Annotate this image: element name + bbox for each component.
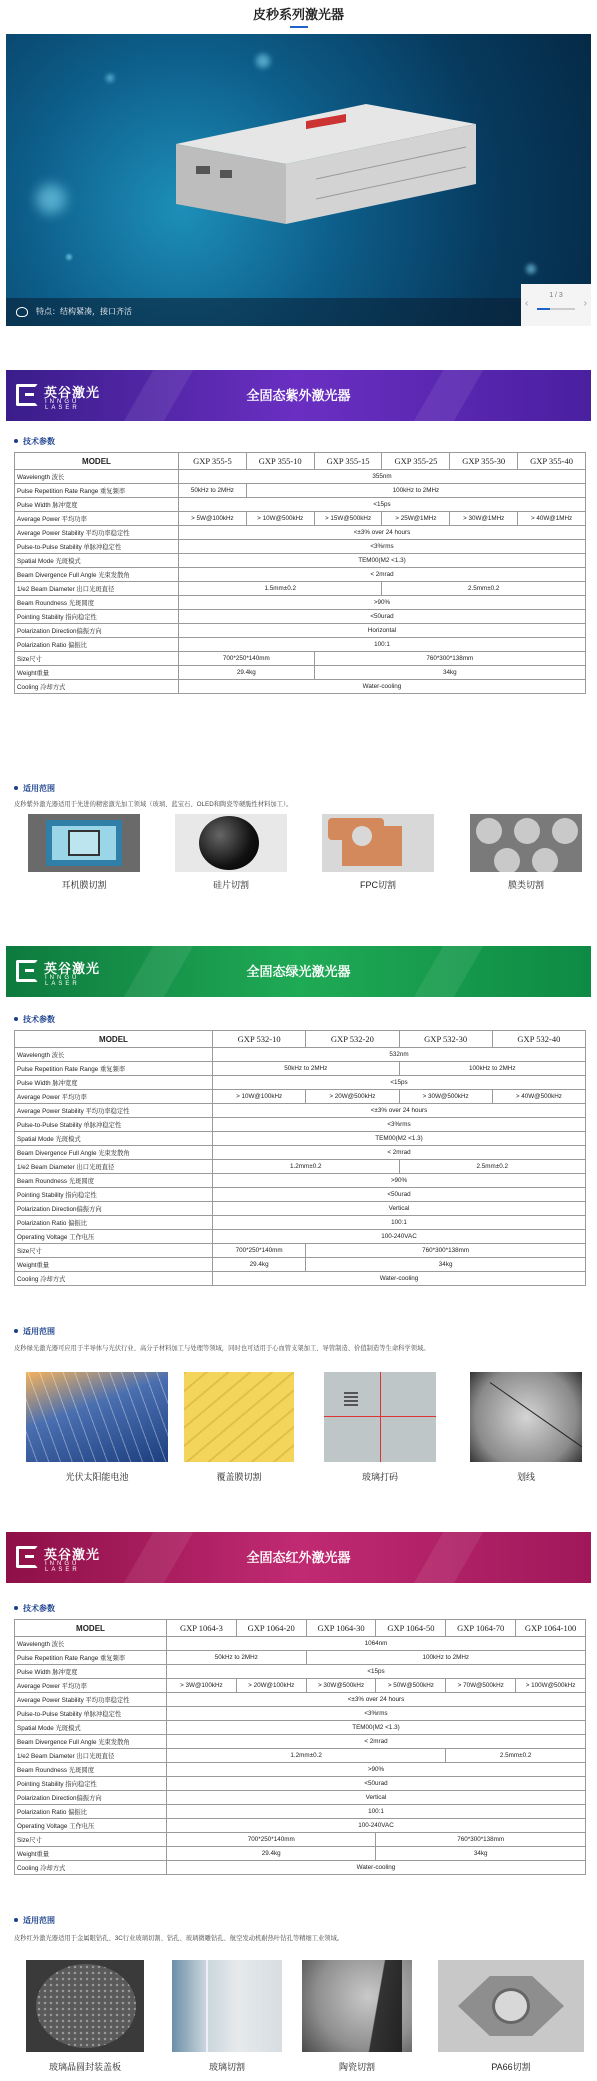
table-row: [15, 1104, 586, 1118]
spec-value: > 30W@500kHz: [306, 1679, 376, 1693]
table-row: [15, 1861, 586, 1875]
table-row: [15, 526, 586, 540]
spec-value: 50kHz to 2MHz: [179, 484, 247, 498]
model-name: GXP 355-15: [314, 453, 382, 470]
table-row: [15, 498, 586, 512]
table-row: [15, 1651, 586, 1665]
table-row: [15, 1721, 586, 1735]
app-image-ceramic-cutting: [302, 1960, 412, 2052]
spec-value: 100:1: [179, 638, 586, 652]
spec-label: 1/e2 Beam Diameter 出口光斑直径: [15, 1160, 213, 1174]
table-row: [15, 470, 586, 484]
table-row: [15, 1146, 586, 1160]
green-app-heading: 适用范围: [14, 1326, 55, 1337]
spec-label: Average Power Stability 平均功率稳定性: [15, 1104, 213, 1118]
spec-label: Operating Voltage 工作电压: [15, 1819, 167, 1833]
table-row: [15, 1833, 586, 1847]
spec-label: Pulse-to-Pulse Stability 单脉冲稳定性: [15, 1707, 167, 1721]
hero-caption: [6, 298, 591, 326]
spec-value: < 2mrad: [213, 1146, 586, 1160]
spec-value: 1.2mm±0.2: [213, 1160, 400, 1174]
table-row: [15, 1679, 586, 1693]
spec-label: Weight重量: [15, 666, 179, 680]
ir-title: 全固态红外激光器: [246, 1550, 351, 1565]
spec-label: 1/e2 Beam Diameter 出口光斑直径: [15, 1749, 167, 1763]
app-image-earphone: [28, 814, 140, 872]
table-row: [15, 1763, 586, 1777]
spec-value: Vertical: [167, 1791, 586, 1805]
spec-value: <15ps: [179, 498, 586, 512]
spec-label: Cooling 冷却方式: [15, 1272, 213, 1286]
table-row: [15, 582, 586, 596]
spec-value: > 10W@500kHz: [246, 512, 314, 526]
spec-value: 50kHz to 2MHz: [213, 1062, 400, 1076]
app-image-glass-wafer: [26, 1960, 144, 2052]
table-row: [15, 1090, 586, 1104]
table-row: [15, 1062, 586, 1076]
spec-value: 700*250*140mm: [167, 1833, 376, 1847]
app-image-film: [470, 814, 582, 872]
spec-label: Polarization Direction偏振方向: [15, 1202, 213, 1216]
model-name: GXP 532-20: [306, 1031, 399, 1048]
model-name: GXP 1064-100: [516, 1620, 586, 1637]
spec-label: Beam Roundness 光斑圆度: [15, 596, 179, 610]
spec-label: Pointing Stability 指向稳定性: [15, 610, 179, 624]
ir-app-heading: 适用范围: [14, 1915, 55, 1926]
spec-value: >90%: [213, 1174, 586, 1188]
spec-value: <3%rms: [179, 540, 586, 554]
spec-label: Pulse Repetition Rate Range 重复频率: [15, 1062, 213, 1076]
model-name: GXP 355-5: [179, 453, 247, 470]
ir-section: [0, 1532, 597, 2081]
table-row: [15, 1749, 586, 1763]
spec-value: 100kHz to 2MHz: [306, 1651, 585, 1665]
app-caption: 硅片切割: [212, 880, 249, 890]
spec-value: > 30W@1MHz: [450, 512, 518, 526]
app-caption: 玻璃打码: [361, 1472, 398, 1482]
spec-value: > 40W@1MHz: [518, 512, 586, 526]
table-row: [15, 610, 586, 624]
table-header-row: [15, 1031, 586, 1048]
model-name: GXP 532-10: [213, 1031, 306, 1048]
ir-app-description: 皮秒红外激光器适用于金属眼钻孔、3C行业玻璃切割、钻孔、玻璃微雕钻孔、航空发动机耐热叶钻孔等精细工业领域。: [14, 1935, 344, 1942]
table-row: [15, 1791, 586, 1805]
app-image-fpc: [322, 814, 434, 872]
company-logo: 英谷激光 INNGU LASER: [16, 958, 116, 986]
table-row: [15, 1188, 586, 1202]
model-header: MODEL: [15, 453, 179, 470]
spec-label: Pointing Stability 指向稳定性: [15, 1777, 167, 1791]
spec-value: 50kHz to 2MHz: [167, 1651, 307, 1665]
spec-value: 100-240VAC: [167, 1819, 586, 1833]
spec-value: <50urad: [167, 1777, 586, 1791]
app-image-scribing: [470, 1372, 582, 1462]
green-spec-table: [14, 1030, 586, 1286]
spec-label: Pointing Stability 指向稳定性: [15, 1188, 213, 1202]
spec-label: Size尺寸: [15, 652, 179, 666]
table-row: [15, 484, 586, 498]
spec-label: Cooling 冷却方式: [15, 680, 179, 694]
spec-value: 100:1: [167, 1805, 586, 1819]
spec-label: Wavelength 波长: [15, 470, 179, 484]
app-image-wafer: [175, 814, 287, 872]
app-image-glass-cutting: [172, 1960, 282, 2052]
spec-value: >90%: [167, 1763, 586, 1777]
spec-value: Water-cooling: [167, 1861, 586, 1875]
laser-product-image: [176, 104, 476, 224]
app-caption: 陶瓷切割: [338, 2062, 375, 2072]
table-row: [15, 1272, 586, 1286]
spec-value: > 50W@500kHz: [376, 1679, 446, 1693]
table-row: [15, 1244, 586, 1258]
spec-label: Beam Roundness 光斑圆度: [15, 1763, 167, 1777]
model-name: GXP 532-40: [492, 1031, 585, 1048]
table-row: [15, 540, 586, 554]
app-image-solar: [26, 1372, 168, 1462]
spec-label: Operating Voltage 工作电压: [15, 1230, 213, 1244]
spec-label: Pulse-to-Pulse Stability 单脉冲稳定性: [15, 1118, 213, 1132]
table-row: [15, 596, 586, 610]
uv-banner: [6, 370, 591, 421]
chevron-right-icon[interactable]: ›: [583, 298, 587, 309]
table-row: [15, 568, 586, 582]
spec-value: > 100W@500kHz: [516, 1679, 586, 1693]
spec-value: <±3% over 24 hours: [213, 1104, 586, 1118]
spec-value: 532nm: [213, 1048, 586, 1062]
table-row: [15, 638, 586, 652]
spec-value: 100:1: [213, 1216, 586, 1230]
spec-value: 100kHz to 2MHz: [246, 484, 585, 498]
chevron-left-icon[interactable]: ‹: [525, 298, 529, 309]
spec-label: Spatial Mode 光斑模式: [15, 554, 179, 568]
spec-label: Wavelength 波长: [15, 1637, 167, 1651]
spec-value: > 15W@500kHz: [314, 512, 382, 526]
spec-value: TEM00(M2 <1.3): [179, 554, 586, 568]
green-banner: [6, 946, 591, 997]
app-caption: PA66切割: [491, 2062, 531, 2072]
spec-label: Polarization Direction偏振方向: [15, 624, 179, 638]
spec-value: <15ps: [167, 1665, 586, 1679]
spec-label: Average Power 平均功率: [15, 1679, 167, 1693]
spec-label: Pulse Width 脉冲宽度: [15, 1665, 167, 1679]
green-app-description: 皮秒绿光激光器可应用于半导体与光伏行业、高分子材料加工与处理等领域，同时也可适用于心血管支架加工、导管制造、价值制造等生命科学领域。: [14, 1345, 430, 1352]
spec-value: > 25W@1MHz: [382, 512, 450, 526]
spec-label: Cooling 冷却方式: [15, 1861, 167, 1875]
spec-label: Beam Roundness 光斑圆度: [15, 1174, 213, 1188]
model-name: GXP 355-10: [246, 453, 314, 470]
table-row: [15, 624, 586, 638]
company-logo: 英谷激光 INNGU LASER: [16, 1544, 116, 1572]
ir-spec-heading: 技术参数: [14, 1603, 55, 1614]
table-row: [15, 1847, 586, 1861]
table-row: [15, 1707, 586, 1721]
spec-value: Water-cooling: [179, 680, 586, 694]
spec-value: 100-240VAC: [213, 1230, 586, 1244]
table-row: [15, 666, 586, 680]
spec-label: Pulse Repetition Rate Range 重复频率: [15, 484, 179, 498]
green-section: [0, 946, 597, 1482]
spec-value: <50urad: [179, 610, 586, 624]
spec-value: 34kg: [314, 666, 585, 680]
green-title: 全固态绿光激光器: [246, 964, 351, 979]
spec-value: < 2mrad: [179, 568, 586, 582]
spec-value: <50urad: [213, 1188, 586, 1202]
company-logo: 英谷激光 INNGU LASER: [16, 382, 116, 410]
model-name: GXP 1064-70: [446, 1620, 516, 1637]
app-caption: 划线: [516, 1472, 535, 1482]
spec-label: Polarization Ratio 偏振比: [15, 1216, 213, 1230]
spec-value: 760*300*138mm: [314, 652, 585, 666]
table-row: [15, 1160, 586, 1174]
model-name: GXP 355-40: [518, 453, 586, 470]
spec-value: > 3W@100kHz: [167, 1679, 237, 1693]
page-title: 皮秒系列激光器: [0, 0, 597, 34]
uv-section: [0, 370, 597, 900]
spec-value: >90%: [179, 596, 586, 610]
ir-spec-table: [14, 1619, 586, 1875]
table-row: [15, 652, 586, 666]
model-name: GXP 1064-3: [167, 1620, 237, 1637]
spec-label: Beam Divergence Full Angle 光束发散角: [15, 568, 179, 582]
spec-label: Spatial Mode 光斑模式: [15, 1721, 167, 1735]
spec-label: Average Power 平均功率: [15, 512, 179, 526]
green-spec-heading: 技术参数: [14, 1014, 55, 1025]
spec-value: 29.4kg: [213, 1258, 306, 1272]
spec-value: > 20W@500kHz: [306, 1090, 399, 1104]
model-name: GXP 355-25: [382, 453, 450, 470]
spec-label: Wavelength 波长: [15, 1048, 213, 1062]
table-row: [15, 1118, 586, 1132]
table-row: [15, 1216, 586, 1230]
pager-count: 1 / 3: [549, 292, 563, 299]
spec-value: 700*250*140mm: [213, 1244, 306, 1258]
uv-spec-heading: 技术参数: [14, 436, 55, 447]
table-row: [15, 1258, 586, 1272]
spec-value: 2.5mm±0.2: [382, 582, 585, 596]
spec-value: TEM00(M2 <1.3): [167, 1721, 586, 1735]
model-name: GXP 1064-20: [236, 1620, 306, 1637]
table-row: [15, 512, 586, 526]
spec-value: > 20W@100kHz: [236, 1679, 306, 1693]
spec-label: Size尺寸: [15, 1833, 167, 1847]
table-row: [15, 1637, 586, 1651]
table-row: [15, 1777, 586, 1791]
table-header-row: [15, 453, 586, 470]
spec-value: > 5W@100kHz: [179, 512, 247, 526]
app-caption: 玻璃切割: [208, 2062, 245, 2072]
hero-banner[interactable]: [6, 34, 591, 326]
spec-value: 355nm: [179, 470, 586, 484]
table-row: [15, 1132, 586, 1146]
table-row: [15, 554, 586, 568]
table-row: [15, 1735, 586, 1749]
spec-value: 34kg: [376, 1847, 585, 1861]
spec-label: Size尺寸: [15, 1244, 213, 1258]
hero-pager: [521, 284, 591, 326]
spec-label: Weight重量: [15, 1847, 167, 1861]
table-row: [15, 1805, 586, 1819]
app-image-glass-marking: [324, 1372, 436, 1462]
uv-app-heading: 适用范围: [14, 783, 55, 794]
spec-value: > 10W@100kHz: [213, 1090, 306, 1104]
spec-label: Pulse-to-Pulse Stability 单脉冲稳定性: [15, 540, 179, 554]
table-header-row: [15, 1620, 586, 1637]
ir-banner: [6, 1532, 591, 1583]
table-row: [15, 1048, 586, 1062]
spec-label: Pulse Repetition Rate Range 重复频率: [15, 1651, 167, 1665]
table-row: [15, 1819, 586, 1833]
app-caption: 耳机膜切割: [61, 880, 107, 890]
model-name: GXP 355-30: [450, 453, 518, 470]
app-image-pa66-cutting: [438, 1960, 584, 2052]
model-header: MODEL: [15, 1031, 213, 1048]
chat-icon: [16, 307, 28, 317]
spec-value: Water-cooling: [213, 1272, 586, 1286]
table-row: [15, 1174, 586, 1188]
uv-app-description: 皮秒紫外激光器适用于先进的精密激光加工领域（玻璃、蓝宝石、OLED和陶瓷等硬脆性材料加工）。: [14, 801, 293, 808]
spec-value: 1064nm: [167, 1637, 586, 1651]
spec-label: Polarization Ratio 偏振比: [15, 1805, 167, 1819]
table-row: [15, 680, 586, 694]
spec-label: Spatial Mode 光斑模式: [15, 1132, 213, 1146]
spec-label: Polarization Ratio 偏振比: [15, 638, 179, 652]
app-caption: 膜类切割: [507, 880, 544, 890]
spec-value: <±3% over 24 hours: [179, 526, 586, 540]
spec-label: Beam Divergence Full Angle 光束发散角: [15, 1735, 167, 1749]
table-row: [15, 1202, 586, 1216]
spec-value: Vertical: [213, 1202, 586, 1216]
spec-value: 2.5mm±0.2: [446, 1749, 586, 1763]
spec-value: < 2mrad: [167, 1735, 586, 1749]
spec-value: 760*300*138mm: [376, 1833, 585, 1847]
spec-label: Polarization Direction偏振方向: [15, 1791, 167, 1805]
spec-value: > 40W@500kHz: [492, 1090, 585, 1104]
table-row: [15, 1693, 586, 1707]
spec-value: 1.2mm±0.2: [167, 1749, 446, 1763]
spec-label: Average Power 平均功率: [15, 1090, 213, 1104]
table-row: [15, 1076, 586, 1090]
model-header: MODEL: [15, 1620, 167, 1637]
spec-value: <±3% over 24 hours: [167, 1693, 586, 1707]
uv-spec-table: [14, 452, 586, 694]
spec-value: 700*250*140mm: [179, 652, 315, 666]
spec-value: > 30W@500kHz: [399, 1090, 492, 1104]
model-name: GXP 1064-50: [376, 1620, 446, 1637]
uv-title: 全固态紫外激光器: [246, 388, 351, 403]
spec-value: <3%rms: [213, 1118, 586, 1132]
app-caption: 玻璃晶圆封装盖板: [48, 2062, 121, 2072]
spec-value: 1.5mm±0.2: [179, 582, 382, 596]
spec-label: Beam Divergence Full Angle 光束发散角: [15, 1146, 213, 1160]
spec-value: 2.5mm±0.2: [399, 1160, 586, 1174]
spec-value: <3%rms: [167, 1707, 586, 1721]
spec-label: 1/e2 Beam Diameter 出口光斑直径: [15, 582, 179, 596]
spec-value: 29.4kg: [167, 1847, 376, 1861]
spec-label: Average Power Stability 平均功率稳定性: [15, 1693, 167, 1707]
model-name: GXP 532-30: [399, 1031, 492, 1048]
spec-value: 100kHz to 2MHz: [399, 1062, 586, 1076]
spec-value: TEM00(M2 <1.3): [213, 1132, 586, 1146]
app-caption: 光伏太阳能电池: [65, 1472, 129, 1482]
table-row: [15, 1665, 586, 1679]
spec-value: <15ps: [213, 1076, 586, 1090]
model-name: GXP 1064-30: [306, 1620, 376, 1637]
app-caption: FPC切割: [359, 880, 396, 890]
spec-value: 34kg: [306, 1258, 586, 1272]
spec-label: Weight重量: [15, 1258, 213, 1272]
pager-progress: [537, 308, 575, 310]
spec-value: 760*300*138mm: [306, 1244, 586, 1258]
app-caption: 覆盖膜切割: [216, 1472, 262, 1482]
spec-label: Pulse Width 脉冲宽度: [15, 498, 179, 512]
hero-caption-text: 特点：结构紧凑，接口齐活: [36, 307, 132, 316]
app-image-coverlay: [184, 1372, 294, 1462]
spec-value: > 70W@500kHz: [446, 1679, 516, 1693]
spec-label: Average Power Stability 平均功率稳定性: [15, 526, 179, 540]
spec-value: 29.4kg: [179, 666, 315, 680]
spec-label: Pulse Width 脉冲宽度: [15, 1076, 213, 1090]
table-row: [15, 1230, 586, 1244]
spec-value: Horizontal: [179, 624, 586, 638]
